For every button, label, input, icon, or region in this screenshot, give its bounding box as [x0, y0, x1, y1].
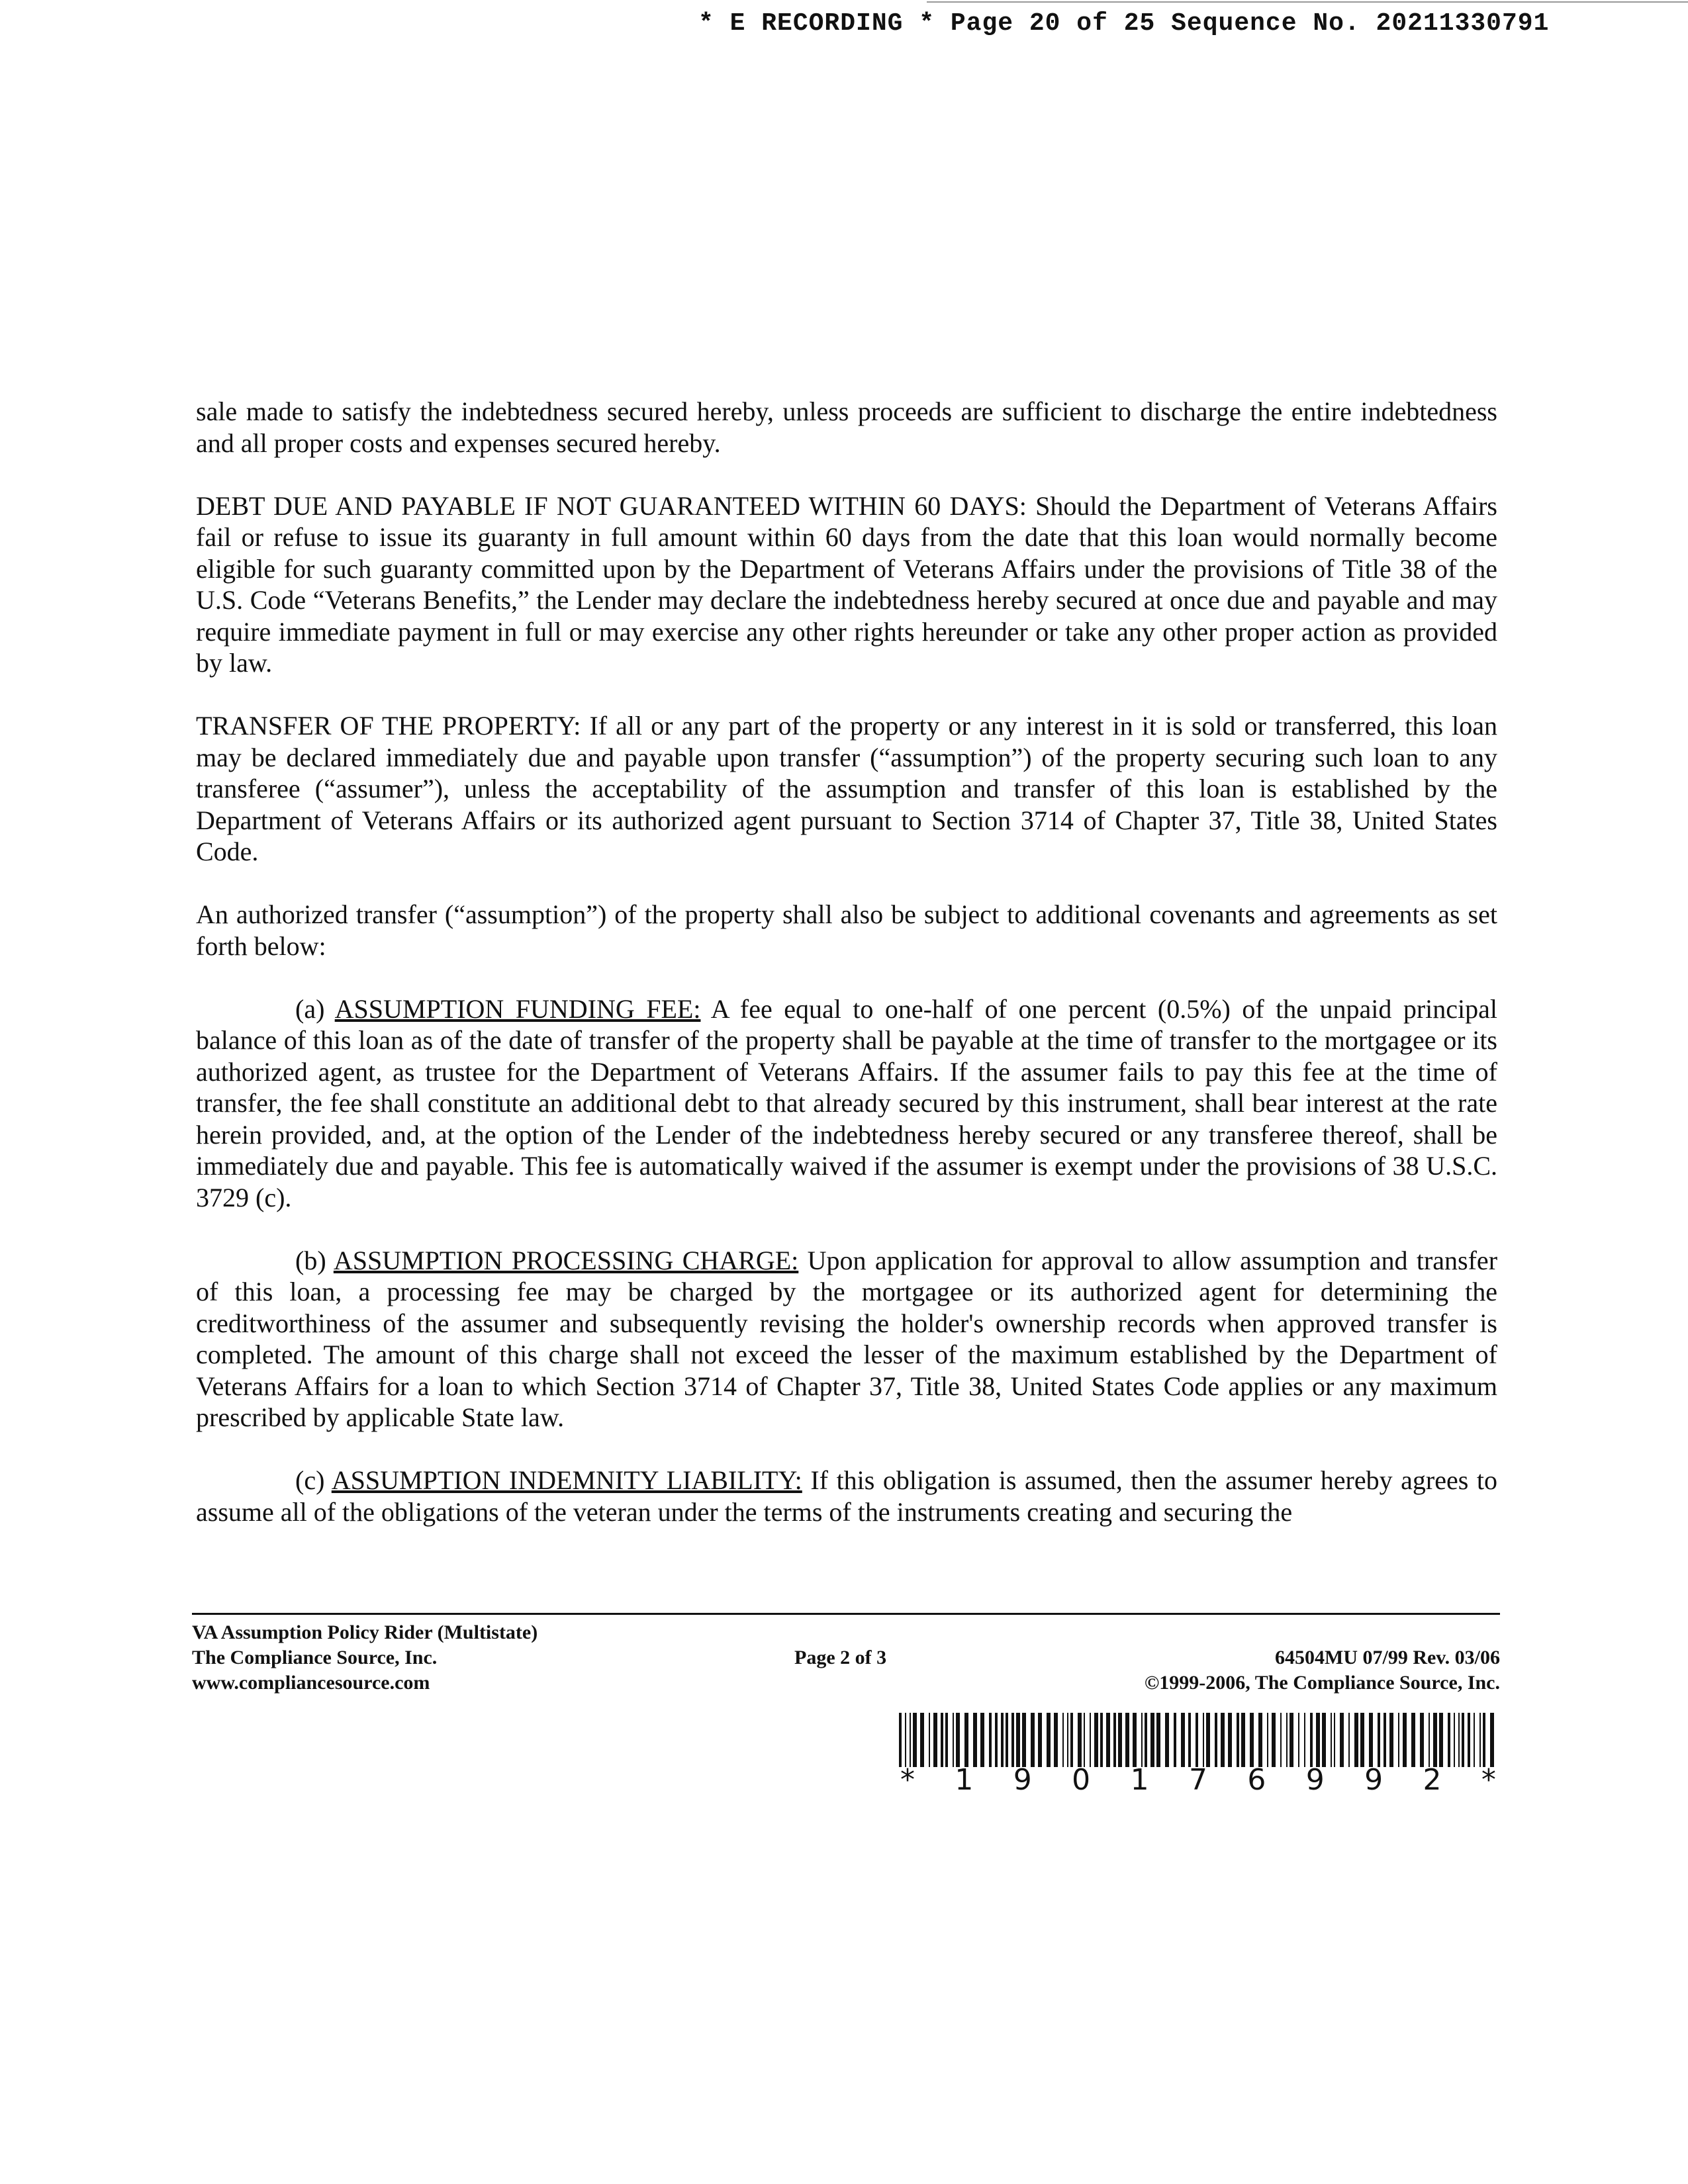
barcode-digit: 9: [1305, 1763, 1325, 1797]
barcode-bar: [1272, 1713, 1276, 1767]
barcode-digit: 6: [1247, 1763, 1266, 1797]
barcode-bar: [1047, 1713, 1051, 1767]
barcode-bar: [953, 1713, 954, 1767]
barcode-bar: [1215, 1713, 1217, 1767]
barcode-bar: [933, 1713, 937, 1767]
barcode-digit: *: [1481, 1763, 1496, 1797]
barcode-image: [899, 1713, 1495, 1767]
barcode-bar: [1125, 1713, 1129, 1767]
paragraph-assumption-indemnity-liability: [196, 1465, 1497, 1527]
barcode-bar: [1094, 1713, 1098, 1767]
barcode-bar: [1084, 1713, 1085, 1767]
barcode-bar: [1221, 1713, 1225, 1767]
barcode-digit: 1: [955, 1763, 974, 1797]
barcode-bar: [956, 1713, 960, 1767]
barcode-bar: [1316, 1713, 1320, 1767]
footer-company: The Compliance Source, Inc.: [192, 1647, 438, 1668]
barcode-bar: [1474, 1713, 1475, 1767]
barcode-bar: [1429, 1713, 1430, 1767]
barcode-bar: [1378, 1713, 1380, 1767]
barcode-bar: [1141, 1713, 1143, 1767]
barcode-bar: [1100, 1713, 1103, 1767]
recording-stamp: * E RECORDING * Page 20 of 25 Sequence No. 20211330791: [698, 9, 1550, 38]
barcode-bar: [1090, 1713, 1091, 1767]
barcode-bar: [1411, 1713, 1415, 1767]
barcode-digit: 9: [1013, 1763, 1032, 1797]
barcode-bar: [964, 1713, 968, 1767]
footer-right: [838, 1645, 1500, 1696]
barcode-bar: [910, 1713, 911, 1767]
barcode-bar: [1237, 1713, 1239, 1767]
barcode-bar: [1310, 1713, 1313, 1767]
barcode-bar: [1078, 1713, 1082, 1767]
barcode-bar: [1369, 1713, 1373, 1767]
barcode-bar: [1354, 1713, 1358, 1767]
barcode-digit: 9: [1364, 1763, 1383, 1797]
barcode-bar: [1165, 1713, 1169, 1767]
barcode-bar: [941, 1713, 943, 1767]
barcode-bar: [980, 1713, 984, 1767]
barcode-digit: 2: [1423, 1763, 1442, 1797]
document-body: [196, 396, 1497, 1559]
paragraph-assumption-processing-charge: [196, 1245, 1497, 1433]
barcode-bar: [1054, 1713, 1058, 1767]
barcode-bar: [989, 1713, 992, 1767]
barcode-bar: [995, 1713, 998, 1767]
barcode-bar: [1458, 1713, 1460, 1767]
barcode-digit: *: [900, 1763, 915, 1797]
paragraph-debt-due: DEBT DUE AND PAYABLE IF NOT GUARANTEED WITHIN 60 DAYS: Should the Department of Veterans Affairs fail or refuse to issue its guaranty in full amount within 60 days from the date that this loan would normally become eligible for such guaranty committed upon by the Department of Veterans Affairs under the provisions of Title 38 of the U.S. Code “Veterans Benefits,” the Lender may declare the indebtedness hereby secured at once due and payable and may require immediate payment in full or may exercise any other rights hereunder or take any other proper action as provided by law.: [196, 490, 1497, 678]
barcode-digit: 1: [1130, 1763, 1149, 1797]
barcode-bar: [1448, 1713, 1450, 1767]
barcode-bar: [1250, 1713, 1254, 1767]
barcode-bar: [913, 1713, 917, 1767]
barcode-bar: [1479, 1713, 1481, 1767]
barcode-bar: [899, 1713, 902, 1767]
barcode-bar: [1067, 1713, 1068, 1767]
barcode-bar: [1289, 1713, 1293, 1767]
item-prefix-a: (a): [295, 993, 335, 1024]
item-prefix-b: (b): [295, 1245, 334, 1275]
barcode-bar: [1331, 1713, 1332, 1767]
heading-assumption-indemnity-liability: ASSUMPTION INDEMNITY LIABILITY:: [331, 1465, 802, 1495]
text-assumption-processing-charge: Upon application for approval to allow assumption and transfer of this loan, a processing fee may be charged by the mortgagee or its authorized agent for determining the creditworthiness of the assumer and subsequently revising the holder's ownership records when approved transfer is completed. The amount of this charge shall not exceed the lesser of the maximum established by the Department of Veterans Affairs for a loan to which Section 3714 of Chapter 37, Title 38, United States Code applies or any maximum prescribed by applicable State law.: [196, 1245, 1498, 1432]
barcode-bar: [1022, 1713, 1026, 1767]
barcode-bar: [1360, 1713, 1364, 1767]
heading-assumption-processing-charge: ASSUMPTION PROCESSING CHARGE:: [333, 1245, 799, 1275]
barcode-bar: [1038, 1713, 1042, 1767]
barcode-bar: [1206, 1713, 1210, 1767]
footer-form-number: 64504MU 07/99 Rev. 03/06: [1275, 1647, 1500, 1668]
item-prefix-c: (c): [295, 1465, 332, 1495]
barcode-digits: [900, 1763, 1496, 1797]
text-assumption-funding-fee: A fee equal to one-half of one percent (0.5%) of the unpaid principal balance of this loan as of the date of transfer of the property shall be payable at the time of transfer to the mortgagee or its authorized agent, as trustee for the Department of Veterans Affairs. If the assumer fails to pay this fee at the time of transfer, the fee shall constitute an additional debt to that already secured by this instrument, shall bear interest at the rate herein provided, and, at the option of the Lender of the indebtedness hereby secured or any transferee thereof, shall be immediately due and payable. This fee is automatically waived if the assumer is exempt under the provisions of 38 U.S.C. 3729 (c).: [196, 993, 1497, 1212]
barcode-bar: [1156, 1713, 1160, 1767]
barcode-digit: 0: [1072, 1763, 1091, 1797]
barcode-bar: [1118, 1713, 1122, 1767]
barcode-bar: [1150, 1713, 1154, 1767]
barcode-bar: [1228, 1713, 1232, 1767]
barcode-bar: [1113, 1713, 1116, 1767]
paragraph-assumption-funding-fee: [196, 993, 1497, 1214]
barcode-bar: [1348, 1713, 1350, 1767]
footer-website: www.compliancesource.com: [192, 1672, 430, 1694]
barcode-bar: [1286, 1713, 1288, 1767]
barcode-bar: [1389, 1713, 1393, 1767]
paragraph-transfer-of-property: TRANSFER OF THE PROPERTY: If all or any part of the property or any interest in it is sold or transferred, this loan may be declared immediately due and payable upon transfer (“assumption”) of the property securing such loan to any transferee (“assumer”), unless the acceptability of the assumption and transfer of this loan is established by the Department of Veterans Affairs or its authorized agent pursuant to Section 3714 of Chapter 37, Title 38, United States Code.: [196, 711, 1497, 866]
barcode-bar: [1062, 1713, 1064, 1767]
footer-left: [192, 1620, 788, 1696]
footer-page-number: Page 2 of 3: [794, 1647, 887, 1668]
barcode-bar: [1241, 1713, 1245, 1767]
barcode-bar: [1439, 1713, 1443, 1767]
barcode-bar: [1298, 1713, 1299, 1767]
barcode-bar: [1203, 1713, 1204, 1767]
barcode-bar: [1468, 1713, 1470, 1767]
barcode-bar: [1196, 1713, 1198, 1767]
barcode-bar: [1454, 1713, 1455, 1767]
barcode-bar: [1258, 1713, 1262, 1767]
barcode-bar: [1322, 1713, 1326, 1767]
barcode-bar: [1398, 1713, 1399, 1767]
footer-form-title: VA Assumption Policy Rider (Multistate): [192, 1621, 538, 1643]
paragraph-sale-continuation: sale made to satisfy the indebtedness secured hereby, unless proceeds are sufficient to discharge the entire indebtedness and all proper costs and expenses secured hereby.: [196, 396, 1497, 458]
barcode-bar: [1181, 1713, 1185, 1767]
barcode-bar: [1145, 1713, 1147, 1767]
barcode-bar: [1106, 1713, 1110, 1767]
barcode-bar: [1016, 1713, 1020, 1767]
barcode-bar: [1267, 1713, 1268, 1767]
text-assumption-indemnity-liability: If this obligation is assumed, then the assumer hereby agrees to assume all of the obligations of the veteran under the terms of the instruments creating and securing the: [196, 1465, 1497, 1527]
barcode-bar: [1174, 1713, 1176, 1767]
barcode-bar: [1031, 1713, 1035, 1767]
barcode-bar: [920, 1713, 924, 1767]
barcode-bar: [1420, 1713, 1424, 1767]
barcode-bar: [1334, 1713, 1335, 1767]
barcode-bar: [1340, 1713, 1344, 1767]
barcode-bar: [1433, 1713, 1437, 1767]
barcode-bar: [929, 1713, 930, 1767]
footer-rule: [192, 1613, 1500, 1615]
barcode-digit: 7: [1188, 1763, 1207, 1797]
barcode-bar: [905, 1713, 906, 1767]
barcode-bar: [1403, 1713, 1407, 1767]
barcode-bar: [1006, 1713, 1008, 1767]
barcode-bar: [973, 1713, 977, 1767]
barcode-bar: [1133, 1713, 1137, 1767]
barcode-bar: [1383, 1713, 1386, 1767]
barcode-bar: [1188, 1713, 1191, 1767]
paragraph-authorized-transfer: An authorized transfer (“assumption”) of the property shall also be subject to additional covenants and agreements as set forth below:: [196, 899, 1497, 961]
footer-copyright: ©1999-2006, The Compliance Source, Inc.: [1144, 1672, 1500, 1694]
heading-assumption-funding-fee: ASSUMPTION FUNDING FEE:: [334, 993, 701, 1024]
barcode-bar: [1001, 1713, 1004, 1767]
barcode-bar: [1011, 1713, 1014, 1767]
barcode-bar: [1462, 1713, 1464, 1767]
barcode-bar: [1483, 1713, 1485, 1767]
barcode-bar: [1070, 1713, 1073, 1767]
barcode-bar: [1304, 1713, 1305, 1767]
barcode-bar: [1490, 1713, 1494, 1767]
header-rule: [927, 1, 1688, 3]
barcode-bar: [945, 1713, 948, 1767]
barcode-bar: [1280, 1713, 1282, 1767]
